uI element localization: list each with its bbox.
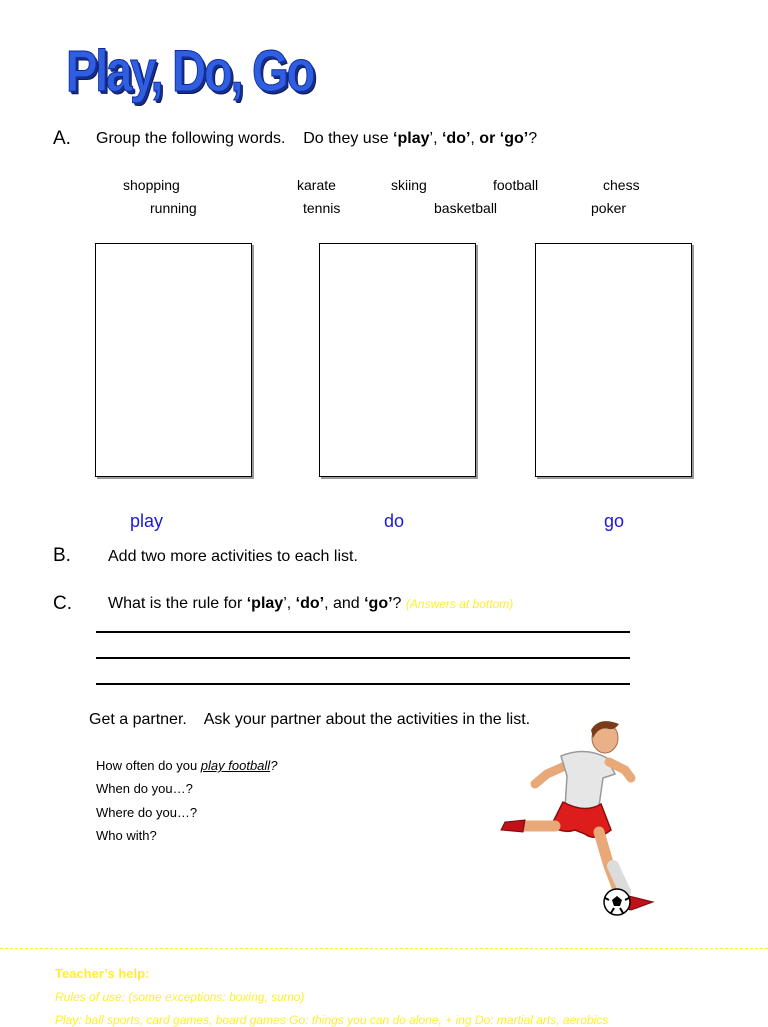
word-football: football <box>493 177 539 193</box>
teacher-help-rules: Rules of use: (some exceptions: boxing, sumo) <box>55 990 305 1004</box>
section-a-prompt <box>96 130 537 148</box>
word-basketball: basketball <box>434 200 498 216</box>
category-go: go <box>604 511 625 531</box>
go-term: or ‘go’ <box>479 130 529 147</box>
question-when: When do you…? <box>96 781 193 796</box>
answers-hint: (Answers at bottom) <box>405 597 514 611</box>
category-do: do <box>384 511 405 531</box>
do-term: ‘do’ <box>441 130 471 147</box>
section-c-prompt <box>108 595 513 613</box>
word-chess: chess <box>603 177 640 193</box>
question-where: Where do you…? <box>96 805 198 820</box>
answer-line[interactable] <box>96 657 630 659</box>
separator: , and <box>324 595 365 612</box>
separator: ’, <box>429 130 442 147</box>
answer-line[interactable] <box>96 683 630 685</box>
word-poker: poker <box>591 200 627 216</box>
answer-line[interactable] <box>96 631 630 633</box>
word-karate: karate <box>297 177 336 193</box>
separator: , <box>470 130 480 147</box>
go-answer-box[interactable] <box>535 243 692 477</box>
word-shopping: shopping <box>123 177 180 193</box>
example-activity: play football <box>200 758 271 773</box>
word-running: running <box>150 200 197 216</box>
play-term: ‘play <box>246 595 284 612</box>
play-answer-box[interactable] <box>95 243 252 477</box>
section-b-letter: B. <box>53 545 71 566</box>
do-term: ‘do’ <box>295 595 325 612</box>
question-mark: ? <box>270 758 278 773</box>
category-play: play <box>130 511 164 531</box>
section-b-text: Add two more activities to each list. <box>108 548 358 565</box>
word-tennis: tennis <box>303 200 341 216</box>
teacher-help-details: Play: ball sports, card games, board games Go: things you can do alone, + ing Do: martial arts, aerobics <box>55 1013 609 1027</box>
prompt-text: What is the rule for <box>108 595 247 612</box>
section-a-letter: A. <box>53 128 71 149</box>
teacher-section-divider <box>0 948 768 949</box>
prompt-text: Group the following words. Do they use <box>96 130 394 147</box>
do-answer-box[interactable] <box>319 243 476 477</box>
partner-heading: Get a partner. Ask your partner about the activities in the list. <box>89 711 531 728</box>
section-c-letter: C. <box>53 593 72 614</box>
soccer-player-illustration <box>495 716 665 921</box>
play-term: ‘play <box>393 130 430 147</box>
question-who: Who with? <box>96 828 157 843</box>
question-text: How often do you <box>96 758 201 773</box>
question-mark: ? <box>528 130 538 147</box>
teacher-help-heading: Teacher’s help: <box>55 966 150 981</box>
question-mark: ? <box>392 595 406 612</box>
separator: ’, <box>283 595 296 612</box>
word-skiing: skiing <box>391 177 427 193</box>
page-title: Play, Do, Go <box>66 39 314 104</box>
question-how-often <box>96 758 277 773</box>
go-term: ‘go’ <box>364 595 393 612</box>
